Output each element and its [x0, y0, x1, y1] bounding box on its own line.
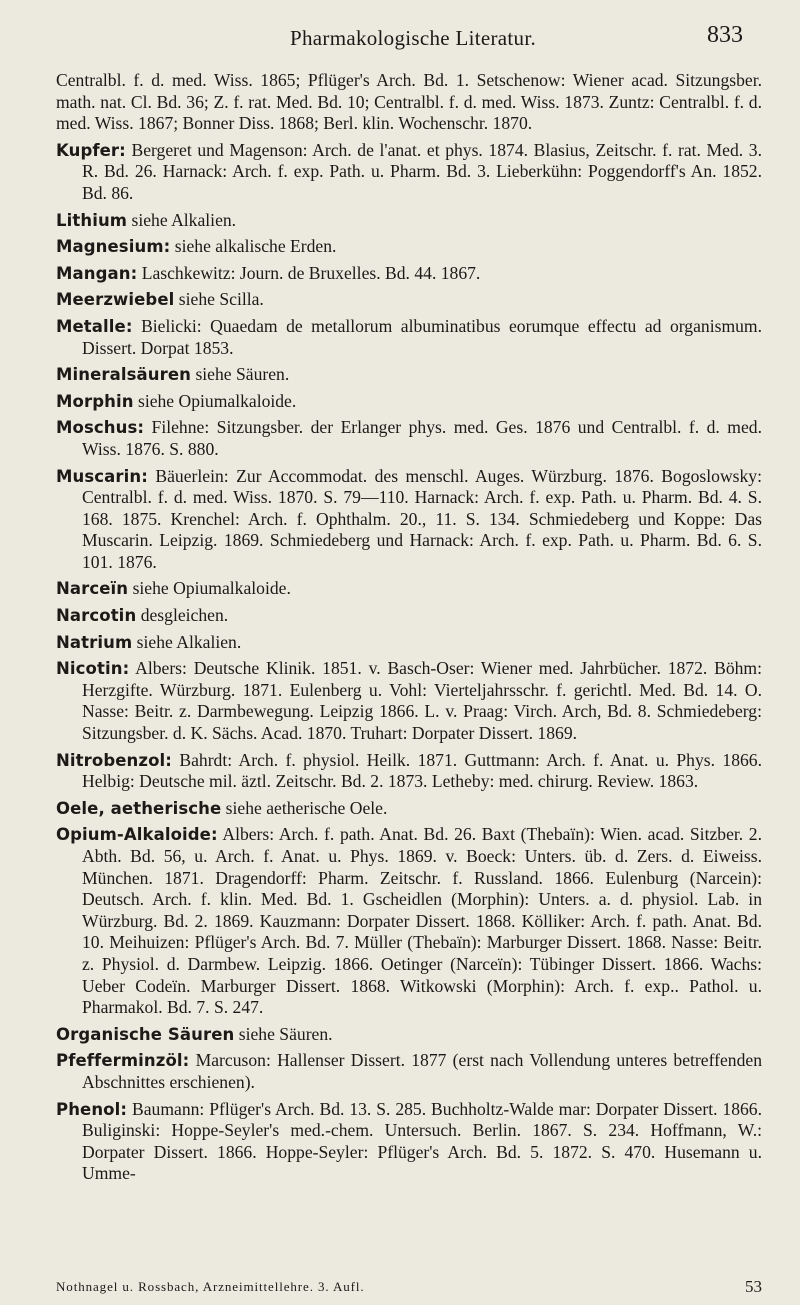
- entry-text: Bielicki: Quaedam de metallorum albuminatibus eorumque effectu ad organismum. Dissert. Dorpat 1853.: [82, 315, 763, 358]
- entry-headword: Magnesium:: [56, 237, 171, 257]
- entry-text: desgleichen.: [140, 605, 229, 626]
- bibliography-entry: [56, 391, 762, 413]
- entry-text: siehe Opiumalkaloide.: [132, 578, 291, 599]
- entry-text: Centralbl. f. d. med. Wiss. 1865; Pflüger's Arch. Bd. 1. Setschenow: Wiener acad. Sitzungsber. math. nat. Cl. Bd. 36; Z. f. rat. Med. Bd. 10; Centralbl. f. d. med. Wiss. 1873. Zuntz: Centralbl. f. d. med. Wiss. 1867; Bonner Diss. 1868; Berl. klin. Wochenschr. 1870.: [56, 70, 762, 134]
- entry-text: siehe Opiumalkaloide.: [137, 390, 297, 411]
- entry-text: Filehne: Sitzungsber. der Erlanger phys. med. Ges. 1876 und Centralbl. f. d. med. Wiss. 1876. S. 880.: [82, 417, 762, 459]
- entry-text: Laschkewitz: Journ. de Bruxelles. Bd. 44. 1867.: [141, 262, 481, 283]
- entry-headword: Muscarin:: [56, 466, 148, 486]
- entry-text: siehe aetherische Oele.: [225, 797, 388, 818]
- entry-text: siehe alkalische Erden.: [174, 236, 337, 257]
- entry-headword: Metalle:: [56, 316, 133, 336]
- bibliography-entry: [56, 289, 762, 311]
- entry-text: siehe Säuren.: [238, 1023, 333, 1044]
- entry-headword: Mineralsäuren: [56, 365, 192, 385]
- bibliography-entry: [56, 750, 762, 793]
- bibliography-entry: [56, 824, 762, 1018]
- running-title: Pharmakologische Literatur.: [290, 26, 537, 50]
- page-footer: [56, 1277, 762, 1297]
- bibliography-entry: [56, 70, 762, 135]
- sheet-number: 53: [745, 1277, 762, 1296]
- bibliography-entry: [56, 466, 762, 574]
- bibliography-entry: [56, 236, 762, 258]
- bibliography-entry: [56, 605, 762, 627]
- entry-headword: Pfefferminzöl:: [56, 1051, 190, 1071]
- entry-headword: Moschus:: [56, 418, 145, 438]
- entry-headword: Mangan:: [56, 263, 138, 283]
- bibliography-entry: [56, 1099, 762, 1185]
- entry-headword: Kupfer:: [56, 140, 126, 160]
- entry-headword: Opium-Alkaloide:: [56, 825, 218, 845]
- page-number: 833: [707, 22, 743, 48]
- bibliography-entry: [56, 798, 762, 820]
- entry-text: Marcuson: Hallenser Dissert. 1877 (erst nach Vollendung unteres betreffenden Abschnittes erschienen).: [82, 1050, 762, 1092]
- entry-text: siehe Säuren.: [195, 364, 290, 385]
- entry-text: siehe Alkalien.: [136, 631, 242, 652]
- entry-headword: Organische Säuren: [56, 1024, 235, 1044]
- bibliography-entry: [56, 658, 762, 744]
- entry-text: siehe Scilla.: [178, 289, 264, 310]
- entry-headword: Nicotin:: [56, 659, 130, 679]
- entry-text: Bergeret und Magenson: Arch. de l'anat. et phys. 1874. Blasius, Zeitschr. f. rat. Med. 3. R. Bd. 26. Harnack: Arch. f. exp. Path. u. Pharm. Bd. 3. Lieberkühn: Poggendorff's An. 1852. Bd. 86.: [82, 139, 762, 203]
- entry-headword: Lithium: [56, 210, 128, 230]
- entry-headword: Meerzwiebel: [56, 290, 175, 310]
- bibliography-entry: [56, 1024, 762, 1046]
- entry-headword: Nitrobenzol:: [56, 750, 172, 770]
- bibliography-entry: [56, 364, 762, 386]
- entry-text: Bahrdt: Arch. f. physiol. Heilk. 1871. Guttmann: Arch. f. Anat. u. Phys. 1866. Helbig: Deutsche mil. äztl. Zeitschr. Bd. 2. 1873. Letheby: med. chirurg. Review. 1863.: [82, 749, 762, 792]
- entry-headword: Natrium: [56, 632, 133, 652]
- entry-headword: Morphin: [56, 391, 134, 411]
- entry-headword: Oele, aetherische: [56, 798, 222, 818]
- entry-text: Bäuerlein: Zur Accommodat. des menschl. Auges. Würzburg. 1876. Bogoslowsky: Centralbl. f. d. med. Wiss. 1870. S. 79—110. Harnack: Arch. f. exp. Path. u. Pharm. Bd. 4. S. 168. 1875. Krenchel: Arch. f. Ophthalm. 20., 11. S. 134. Schmiedeberg und Koppe: Das Muscarin. Leipzig. 1869. Schmiedeberg und Harnack: Arch. f. exp. Path. u. Pharm. Bd. 6. S. 101. 1876.: [82, 465, 762, 572]
- bibliography-entry: [56, 578, 762, 600]
- bibliography-entry: [56, 263, 762, 285]
- entry-headword: Phenol:: [56, 1099, 128, 1119]
- entry-headword: Narcotin: [56, 606, 137, 626]
- entry-text: Albers: Deutsche Klinik. 1851. v. Basch-Oser: Wiener med. Jahrbücher. 1872. Böhm: Herzgifte. Würzburg. 1871. Eulenberg u. Vohl: Vierteljahrsschr. f. gerichtl. Med. Bd. 14. O. Nasse: Beitr. z. Darmbewegung. Leipzig 1866. L. v. Praag: Virch. Arch, Bd. 8. Schmiedeberg: Sitzungsber. d. K. Sächs. Acad. 1870. Truhart: Dorpater Dissert. 1869.: [82, 658, 762, 744]
- bibliography-entry: [56, 632, 762, 654]
- bibliography-entry: [56, 210, 762, 232]
- bibliography-entry: [56, 316, 762, 359]
- bibliography-entry: [56, 417, 762, 460]
- running-header: [0, 22, 800, 52]
- entry-text: siehe Alkalien.: [131, 209, 237, 230]
- bibliography-body: [56, 70, 762, 1190]
- entry-text: Albers: Arch. f. path. Anat. Bd. 26. Baxt (Thebaïn): Wien. acad. Sitzber. 2. Abth. Bd. 56, u. Arch. f. Anat. u. Phys. 1869. v. Boeck: Unters. üb. d. Zers. d. Eiweiss. München. 1871. Dragendorff: Pharm. Zeitschr. f. Russland. 1866. Eulenburg (Narcein): Deutsch. Arch. f. klin. Med. Bd. 1. Gscheidlen (Morphin): Unters. a. d. physiol. Lab. in Würzburg. Bd. 2. 1869. Kauzmann: Dorpater Dissert. 1868. Kölliker: Arch. f. path. Anat. Bd. 10. Meihuizen: Pflüger's Arch. Bd. 7. Müller (Thebaïn): Marburger Dissert. 1868. Nasse: Beitr. z. Physiol. d. Darmbew. Leipzig. 1866. Oetinger (Narceïn): Tübinger Dissert. 1866. Wachs: Ueber Codeïn. Marburger Dissert. 1868. Witkowski (Morphin): Arch. f. exp.. Pathol. u. Pharmakol. Bd. 7. S. 247.: [82, 824, 763, 1018]
- bibliography-entry: [56, 1050, 762, 1093]
- entry-text: Baumann: Pflüger's Arch. Bd. 13. S. 285. Buchholtz-Walde mar: Dorpater Dissert. 1866. Buliginski: Hoppe-Seyler's med.-chem. Untersuch. Berlin. 1867. S. 234. Hoffmann, W.: Dorpater Dissert. 1866. Hoppe-Seyler: Pflüger's Arch. Bd. 5. 1872. S. 470. Husemann u. Umme-: [82, 1098, 762, 1184]
- signature-line: Nothnagel u. Rossbach, Arzneimittellehre. 3. Aufl.: [56, 1279, 365, 1294]
- entry-headword: Narceïn: [56, 579, 129, 599]
- bibliography-entry: [56, 140, 762, 205]
